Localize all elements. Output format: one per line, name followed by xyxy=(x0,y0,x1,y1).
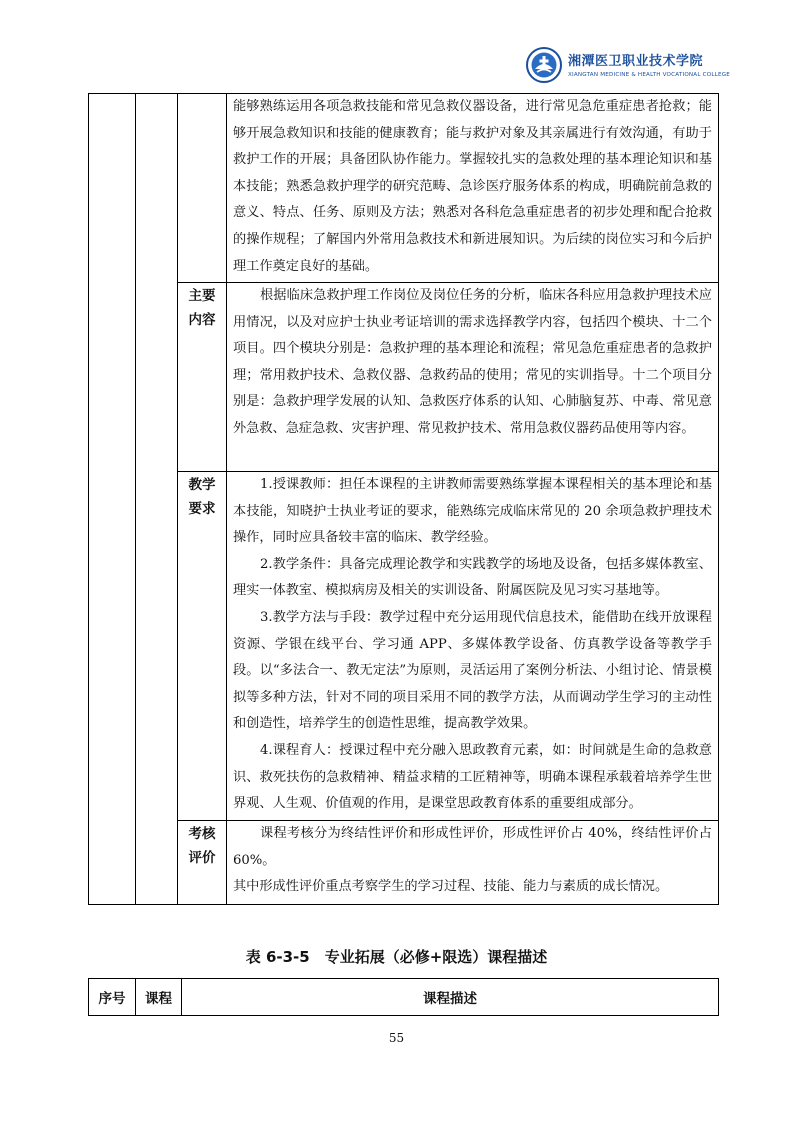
assessment-paragraph: 课程考核分为终结性评价和形成性评价，形成性评价占 40%，终结性评价占60%。 xyxy=(233,826,712,868)
row-label: 评价 xyxy=(188,850,216,866)
assessment-paragraph: 其中形成性评价重点考察学生的学习过程、技能、能力与素质的成长情况。 xyxy=(233,879,669,895)
column-header-description: 课程描述 xyxy=(182,979,719,1016)
requirement-paragraph: 1.授课教师：担任本课程的主讲教师需要熟练掌握本课程相关的基本理论和基本技能，知晓护士执业考证的要求，能熟练完成临床常见的 20 余项急救护理技术操作，同时应具备较丰富的临床、教学经验。 xyxy=(233,477,712,546)
course-name-cell xyxy=(136,94,178,905)
row-label: 考核 xyxy=(188,826,216,842)
serial-cell xyxy=(89,94,136,905)
row-label-cell xyxy=(178,821,227,905)
college-logo xyxy=(526,45,730,89)
college-name-cn: 湘潭医卫职业技术学院 xyxy=(568,54,704,69)
content-cell xyxy=(227,94,719,283)
requirement-paragraph: 4.课程育人：授课过程中充分融入思政教育元素，如：时间就是生命的急救意识、救死扶伤的急救精神、精益求精的工匠精神等，明确本课程承载着培养学生世界观、人生观、价值观的作用，是课堂思政教育体系的重要组成部分。 xyxy=(233,742,712,812)
requirement-paragraph: 3.教学方法与手段：教学过程中充分运用现代信息技术，能借助在线开放课程资源、学银在线平台、学习通 APP、多媒体教学设备、仿真教学设备等教学手段。以“多法合一、教无定法”为原则，灵活运用了案例分析法、小组讨论、情景模拟等多种方法，针对不同的项目采用不同的教学方法，从而调动学生学习的主动性和创造性，培养学生的创造性思维，提高教学效果。 xyxy=(233,609,712,732)
row-label-cell xyxy=(178,472,227,821)
content-cell xyxy=(227,821,719,905)
column-header-course: 课程 xyxy=(136,979,182,1016)
course-description-table xyxy=(88,93,719,905)
row-label: 教学 xyxy=(188,477,216,493)
content-cell xyxy=(227,472,719,821)
content-cell xyxy=(227,283,719,472)
requirement-paragraph: 2.教学条件：具备完成理论教学和实践教学的场地及设备，包括多媒体教室、理实一体教室、模拟病房及相关的实训设备、附属医院及见习实习基地等。 xyxy=(233,556,712,599)
row-label: 内容 xyxy=(188,312,216,328)
row-label: 主要 xyxy=(188,288,216,304)
table-header-row xyxy=(89,979,719,1016)
table-caption: 表 6-3-5 专业拓展（必修+限选）课程描述 xyxy=(245,948,548,966)
column-header-serial: 序号 xyxy=(89,979,136,1016)
row-label-cell xyxy=(178,283,227,472)
row-label: 要求 xyxy=(188,501,216,517)
main-content-text: 根据临床急救护理工作岗位及岗位任务的分析，临床各科应用急救护理技术应用情况，以及对应护士执业考证培训的需求选择教学内容，包括四个模块、十二个项目。四个模块分别是：急救护理的基本理论和流程；常见急危重症患者的急救护理；常用救护技术、急救仪器、急救药品的使用；常见的实训指导。十二个项目分别是：急救护理学发展的认知、急救医疗体系的认知、心肺脑复苏、中毒、常见意外急救、急症急救、灾害护理、常见救护技术、常用急救仪器药品使用等内容。 xyxy=(233,288,712,436)
objectives-text: 能够熟练运用各项急救技能和常见急救仪器设备，进行常见急危重症患者抢救；能够开展急救知识和技能的健康教育；能与救护对象及其亲属进行有效沟通，有助于救护工作的开展；具备团队协作能力。掌握较扎实的急救处理的基本理论知识和基本技能；熟悉急救护理学的研究范畴、急诊医疗服务体系的构成，明确院前急救的意义、特点、任务、原则及方法；熟悉对各科危急重症患者的初步处理和配合抢救的操作规程；了解国内外常用急救技术和新进展知识。为后续的岗位实习和今后护理工作奠定良好的基础。 xyxy=(233,99,712,274)
row-label-cell xyxy=(178,94,227,283)
college-name-en: XIANGTAN MEDICINE & HEALTH VOCATIONAL COLLEGE xyxy=(568,72,730,78)
table-row xyxy=(89,821,719,905)
table-row xyxy=(89,94,719,283)
table-row xyxy=(89,283,719,472)
college-emblem-icon xyxy=(526,47,562,83)
table-row xyxy=(89,472,719,821)
extension-course-table xyxy=(88,978,719,1016)
page-number: 55 xyxy=(388,1031,405,1045)
